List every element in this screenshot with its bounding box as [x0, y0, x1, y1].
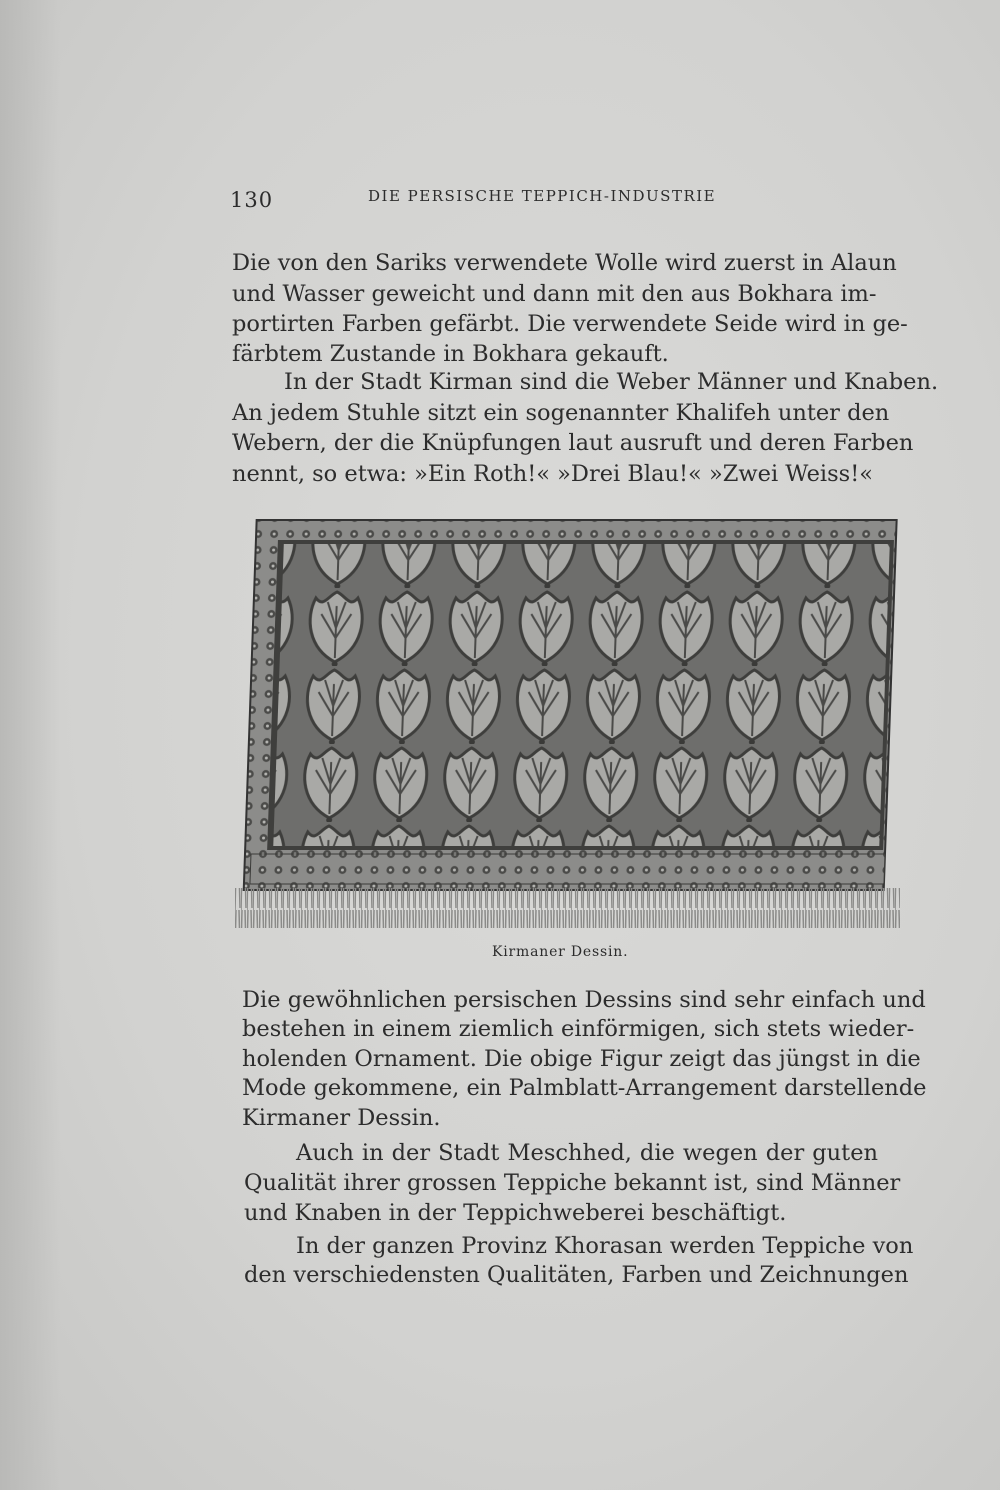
text-line: Die gewöhnlichen persischen Dessins sind sehr einfach und — [242, 987, 926, 1013]
carpet-illustration-icon — [235, 510, 900, 930]
text-line: In der ganzen Provinz Khorasan werden Teppiche von — [296, 1233, 914, 1259]
text-line: Webern, der die Knüpfungen laut ausruft und deren Farben — [232, 430, 914, 456]
page-gutter-shadow — [0, 0, 60, 1490]
text-line: Mode gekommene, ein Palmblatt-Arrangement darstellende — [242, 1075, 927, 1101]
text-line: den verschiedensten Qualitäten, Farben und Zeichnungen — [244, 1262, 909, 1288]
carpet-figure — [235, 510, 900, 930]
text-line: portirten Farben gefärbt. Die verwendete Seide wird in ge- — [232, 311, 908, 337]
text-line: An jedem Stuhle sitzt ein sogenannter Khalifeh unter den — [232, 400, 890, 426]
text-line: Qualität ihrer grossen Teppiche bekannt ist, sind Männer — [244, 1170, 901, 1196]
text-line: Die von den Sariks verwendete Wolle wird zuerst in Alaun — [232, 250, 897, 276]
running-head: DIE PERSISCHE TEPPICH-INDUSTRIE — [368, 187, 717, 205]
text-line: Auch in der Stadt Meschhed, die wegen der guten — [296, 1140, 878, 1166]
text-line: und Knaben in der Teppichweberei beschäftigt. — [244, 1200, 787, 1226]
figure-caption: Kirmaner Dessin. — [492, 944, 629, 960]
text-line: färbtem Zustande in Bokhara gekauft. — [232, 341, 669, 367]
text-line: nennt, so etwa: »Ein Roth!« »Drei Blau!« »Zwei Weiss!« — [232, 461, 873, 487]
text-line: bestehen in einem ziemlich einförmigen, sich stets wieder- — [242, 1016, 915, 1042]
page-number: 130 — [230, 188, 274, 212]
text-line: In der Stadt Kirman sind die Weber Männer und Knaben. — [284, 369, 939, 395]
text-line: und Wasser geweicht und dann mit den aus Bokhara im- — [232, 281, 877, 307]
text-line: Kirmaner Dessin. — [242, 1105, 441, 1131]
text-line: holenden Ornament. Die obige Figur zeigt das jüngst in die — [242, 1046, 921, 1072]
